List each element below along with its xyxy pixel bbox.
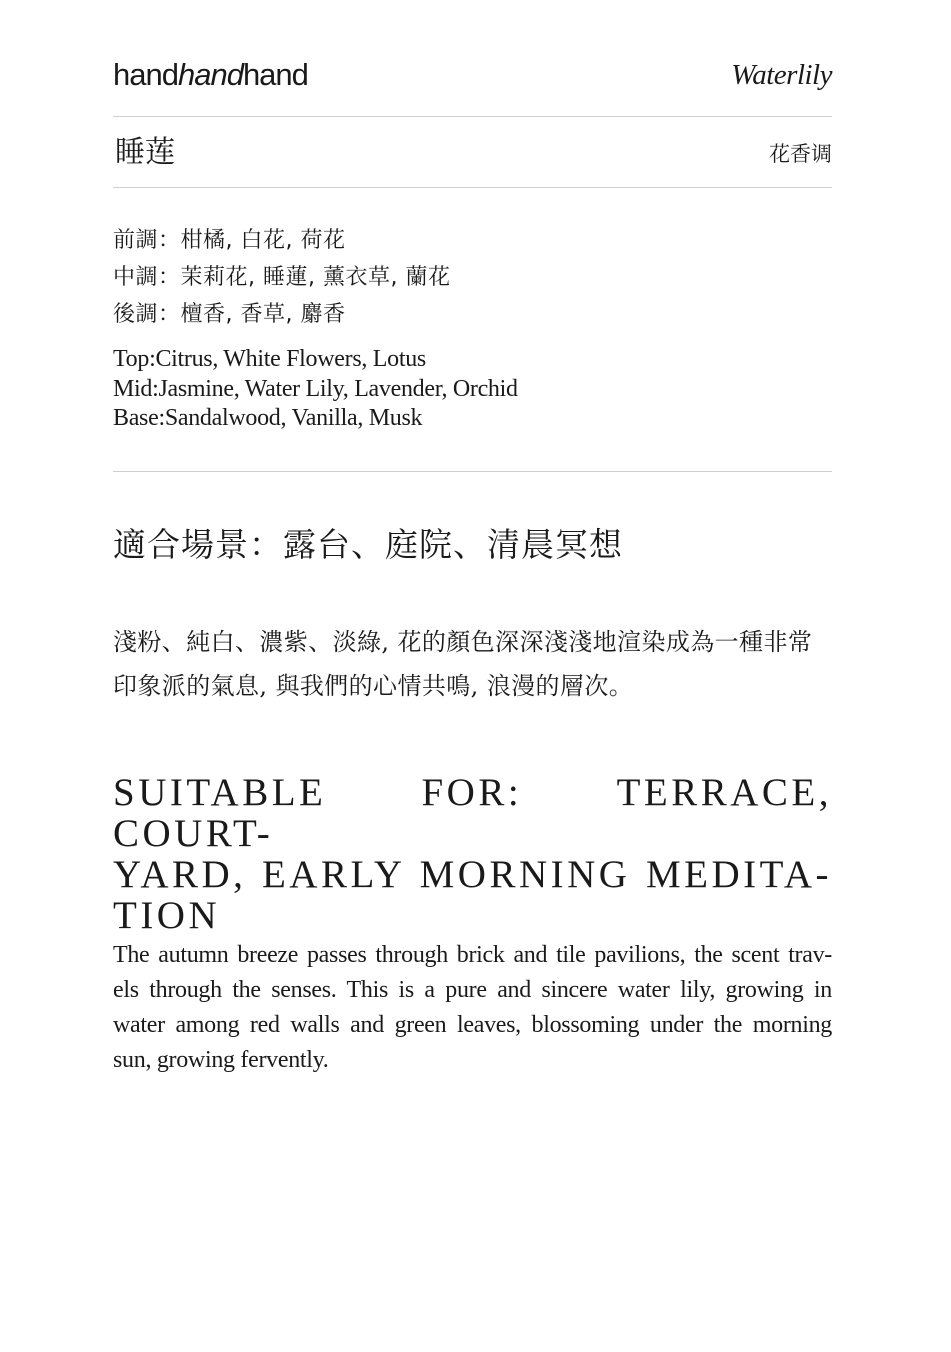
suitable-for-en-line: YARD, EARLY MORNING MEDITA- xyxy=(113,853,832,896)
note-mid-zh: 中調：茉莉花, 睡蓮, 薰衣草, 蘭花 xyxy=(113,265,451,290)
description-en xyxy=(113,938,832,1078)
note-mid-en: Mid:Jasmine, Water Lily, Lavender, Orchid xyxy=(113,375,518,402)
divider xyxy=(113,471,832,472)
notes-zh xyxy=(113,222,832,333)
description-en-line: The autumn breeze passes through brick and tile pavilions, the scent trav- xyxy=(113,942,832,968)
title-row xyxy=(113,132,832,176)
divider xyxy=(113,187,832,188)
divider xyxy=(113,116,832,117)
brand-logo-part: hand xyxy=(242,57,308,92)
description-zh xyxy=(113,620,832,708)
note-top-zh: 前調：柑橘, 白花, 荷花 xyxy=(113,228,346,253)
suitable-for-zh: 適合場景：露台、庭院、清晨冥想 xyxy=(113,525,623,564)
brand-logo-part-italic: hand xyxy=(177,57,243,92)
notes-en xyxy=(113,345,832,434)
brand-logo-part: hand xyxy=(113,57,178,92)
fragrance-category: 花香调 xyxy=(769,142,832,166)
header xyxy=(113,55,832,95)
brand-logo xyxy=(113,55,308,95)
description-en-line: els through the senses. This is a pure and sincere water lily, growing in xyxy=(113,977,832,1003)
description-en-line: sun, growing fervently. xyxy=(113,1047,329,1073)
suitable-for-en xyxy=(113,772,832,936)
note-base-en: Base:Sandalwood, Vanilla, Musk xyxy=(113,405,423,431)
suitable-for-en-line: SUITABLE FOR: TERRACE, COURT- xyxy=(113,771,832,855)
note-base-zh: 後調：檀香, 香草, 麝香 xyxy=(113,302,346,327)
description-zh-line: 淺粉、純白、濃紫、淡綠, 花的顏色深深淺淺地渲染成為一種非常 xyxy=(113,628,813,656)
description-zh-line: 印象派的氣息, 與我們的心情共鳴, 浪漫的層次。 xyxy=(113,672,634,700)
product-name-en: Waterlily xyxy=(731,59,832,91)
note-top-en: Top:Citrus, White Flowers, Lotus xyxy=(113,346,426,372)
suitable-for-en-line: TION xyxy=(113,894,221,937)
description-en-line: water among red walls and green leaves, blossoming under the morning xyxy=(113,1012,832,1038)
product-name-zh: 睡莲 xyxy=(115,135,175,170)
